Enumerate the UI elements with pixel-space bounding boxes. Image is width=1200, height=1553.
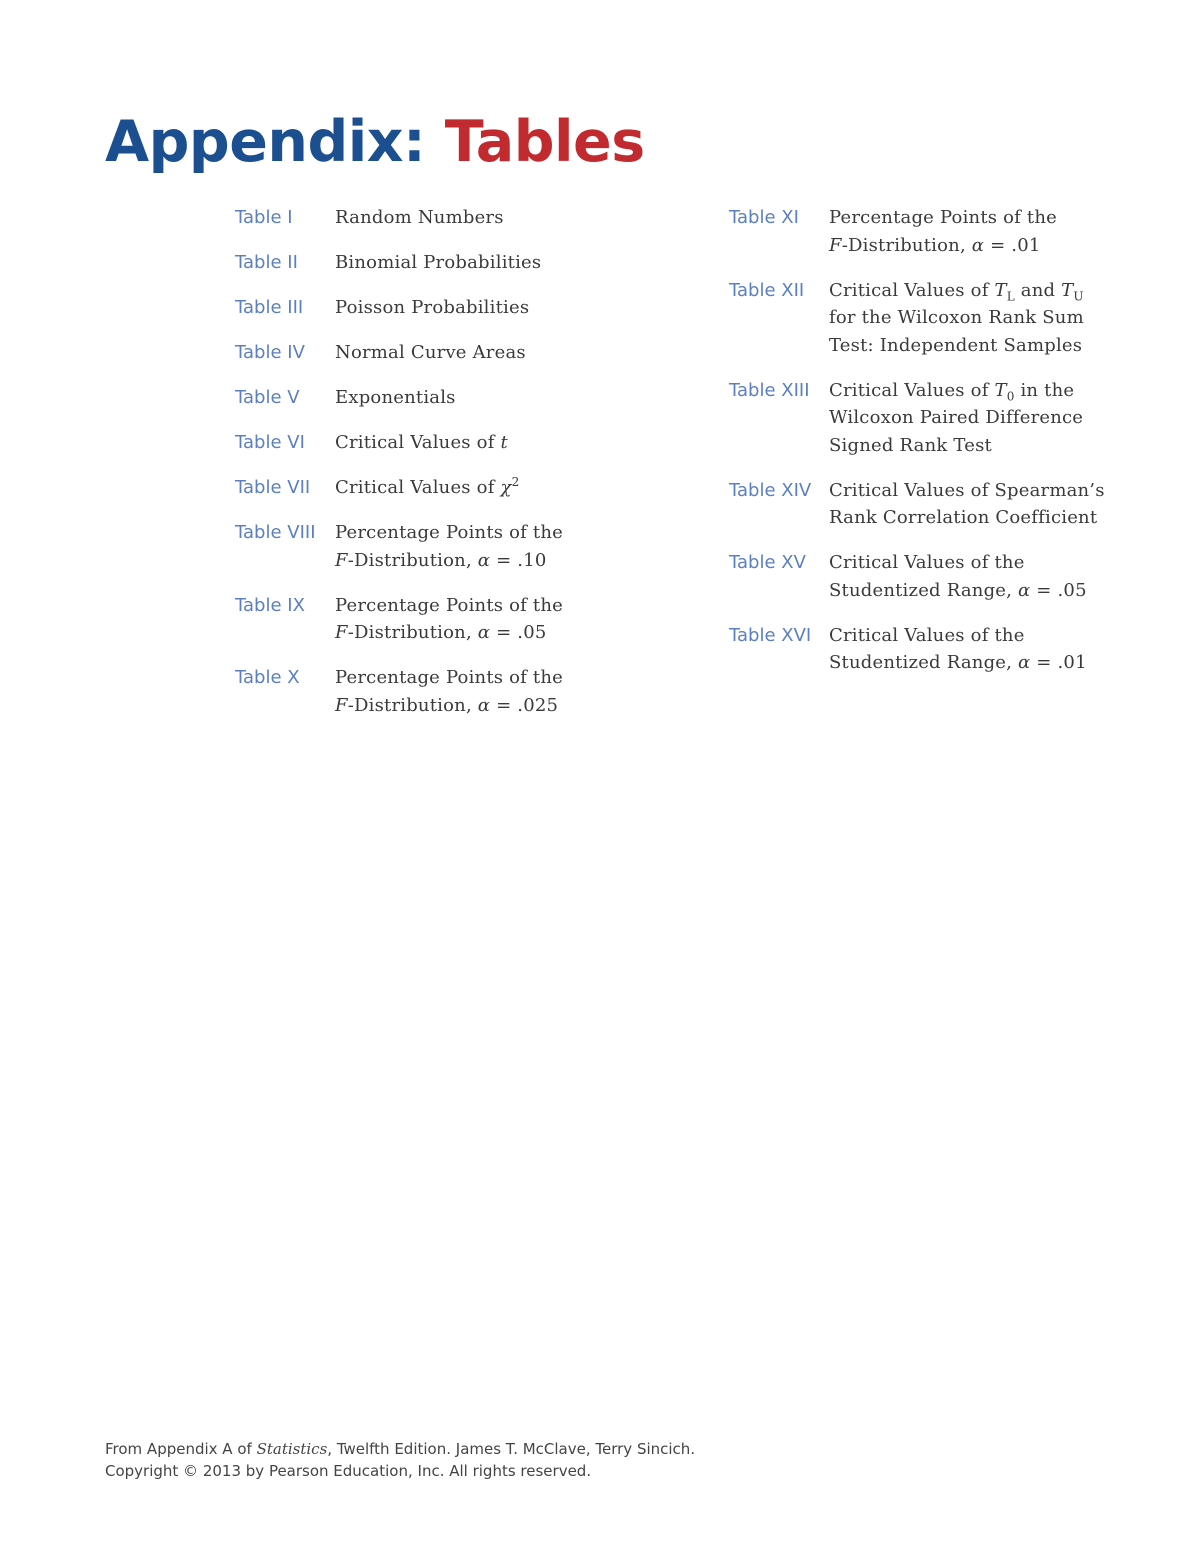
table-entry-x[interactable] [235, 664, 595, 719]
table-label[interactable]: Table XIII [729, 379, 810, 401]
table-description: Critical Values of $\chi^2$ [335, 475, 520, 498]
table-description: Critical Values of the Studentized Range, α = .05 [829, 552, 1087, 601]
table-label[interactable]: Table XI [729, 207, 799, 228]
left-table-list [235, 204, 595, 737]
table-label[interactable]: Table X [235, 667, 300, 688]
table-label[interactable]: Table V [235, 387, 300, 408]
table-label[interactable]: Table VIII [235, 522, 316, 543]
table-description: Critical Values of $T_0$ in the Wilcoxon Paired Difference Signed Rank Test [829, 379, 1084, 456]
table-description: Random Numbers [335, 207, 504, 228]
table-description: Critical Values of t [335, 432, 508, 453]
table-description: Percentage Points of the F-Distribution, α = .05 [335, 594, 564, 643]
page-title [105, 106, 645, 178]
footer-copyright-line: Copyright © 2013 by Pearson Education, Inc. All rights reserved. [105, 1462, 592, 1480]
table-entry-iv[interactable] [235, 339, 595, 367]
table-description: Exponentials [335, 387, 456, 408]
footer-source-line: From Appendix A of Statistics, Twelfth Edition. James T. McClave, Terry Sincich. [105, 1440, 696, 1458]
table-entry-ii[interactable] [235, 249, 595, 277]
table-description: Critical Values of $T_L$ and $T_U$ for the Wilcoxon Rank Sum Test: Independent Samples [829, 279, 1084, 356]
table-entry-vi[interactable] [235, 429, 595, 457]
table-description: Normal Curve Areas [335, 342, 526, 363]
table-entry-ix[interactable] [235, 592, 595, 647]
table-description: Percentage Points of the F-Distribution, α = .01 [829, 207, 1058, 256]
table-entry-xi[interactable] [729, 204, 1169, 259]
table-label[interactable]: Table II [235, 252, 298, 273]
table-label[interactable]: Table XIV [729, 479, 812, 501]
table-entry-xiv[interactable] [729, 477, 1169, 532]
table-entry-viii[interactable] [235, 519, 595, 574]
table-description: Poisson Probabilities [335, 297, 530, 318]
copyright-footer [105, 1438, 695, 1482]
title-appendix: Appendix: [105, 109, 426, 175]
table-label[interactable]: Table IV [235, 342, 305, 363]
table-label[interactable]: Table IX [235, 594, 305, 616]
table-label[interactable]: Table VI [235, 432, 305, 453]
table-entry-vii[interactable] [235, 474, 595, 502]
table-entry-xv[interactable] [729, 549, 1169, 604]
table-entry-xvi[interactable] [729, 622, 1169, 677]
table-entry-iii[interactable] [235, 294, 595, 322]
table-label[interactable]: Table XV [729, 552, 806, 573]
table-label[interactable]: Table I [235, 207, 293, 228]
table-label[interactable]: Table XVI [729, 624, 812, 646]
book-title: Statistics [256, 1440, 328, 1458]
table-label[interactable]: Table VII [235, 477, 311, 498]
table-description: Percentage Points of the F-Distribution, α = .10 [335, 522, 564, 571]
table-description: Binomial Probabilities [335, 252, 542, 273]
table-label[interactable]: Table XII [729, 279, 805, 301]
table-entry-v[interactable] [235, 384, 595, 412]
table-entry-xii[interactable] [729, 277, 1169, 360]
table-description: Critical Values of the Studentized Range, α = .01 [829, 624, 1087, 673]
table-description: Percentage Points of the F-Distribution, α = .025 [335, 667, 564, 716]
right-table-list [729, 204, 1169, 694]
table-entry-xiii[interactable] [729, 377, 1169, 460]
table-label[interactable]: Table III [235, 297, 304, 318]
table-description: Critical Values of Spearman’s Rank Correlation Coefficient [829, 479, 1105, 528]
title-tables: Tables [444, 109, 645, 175]
table-entry-i[interactable] [235, 204, 595, 232]
